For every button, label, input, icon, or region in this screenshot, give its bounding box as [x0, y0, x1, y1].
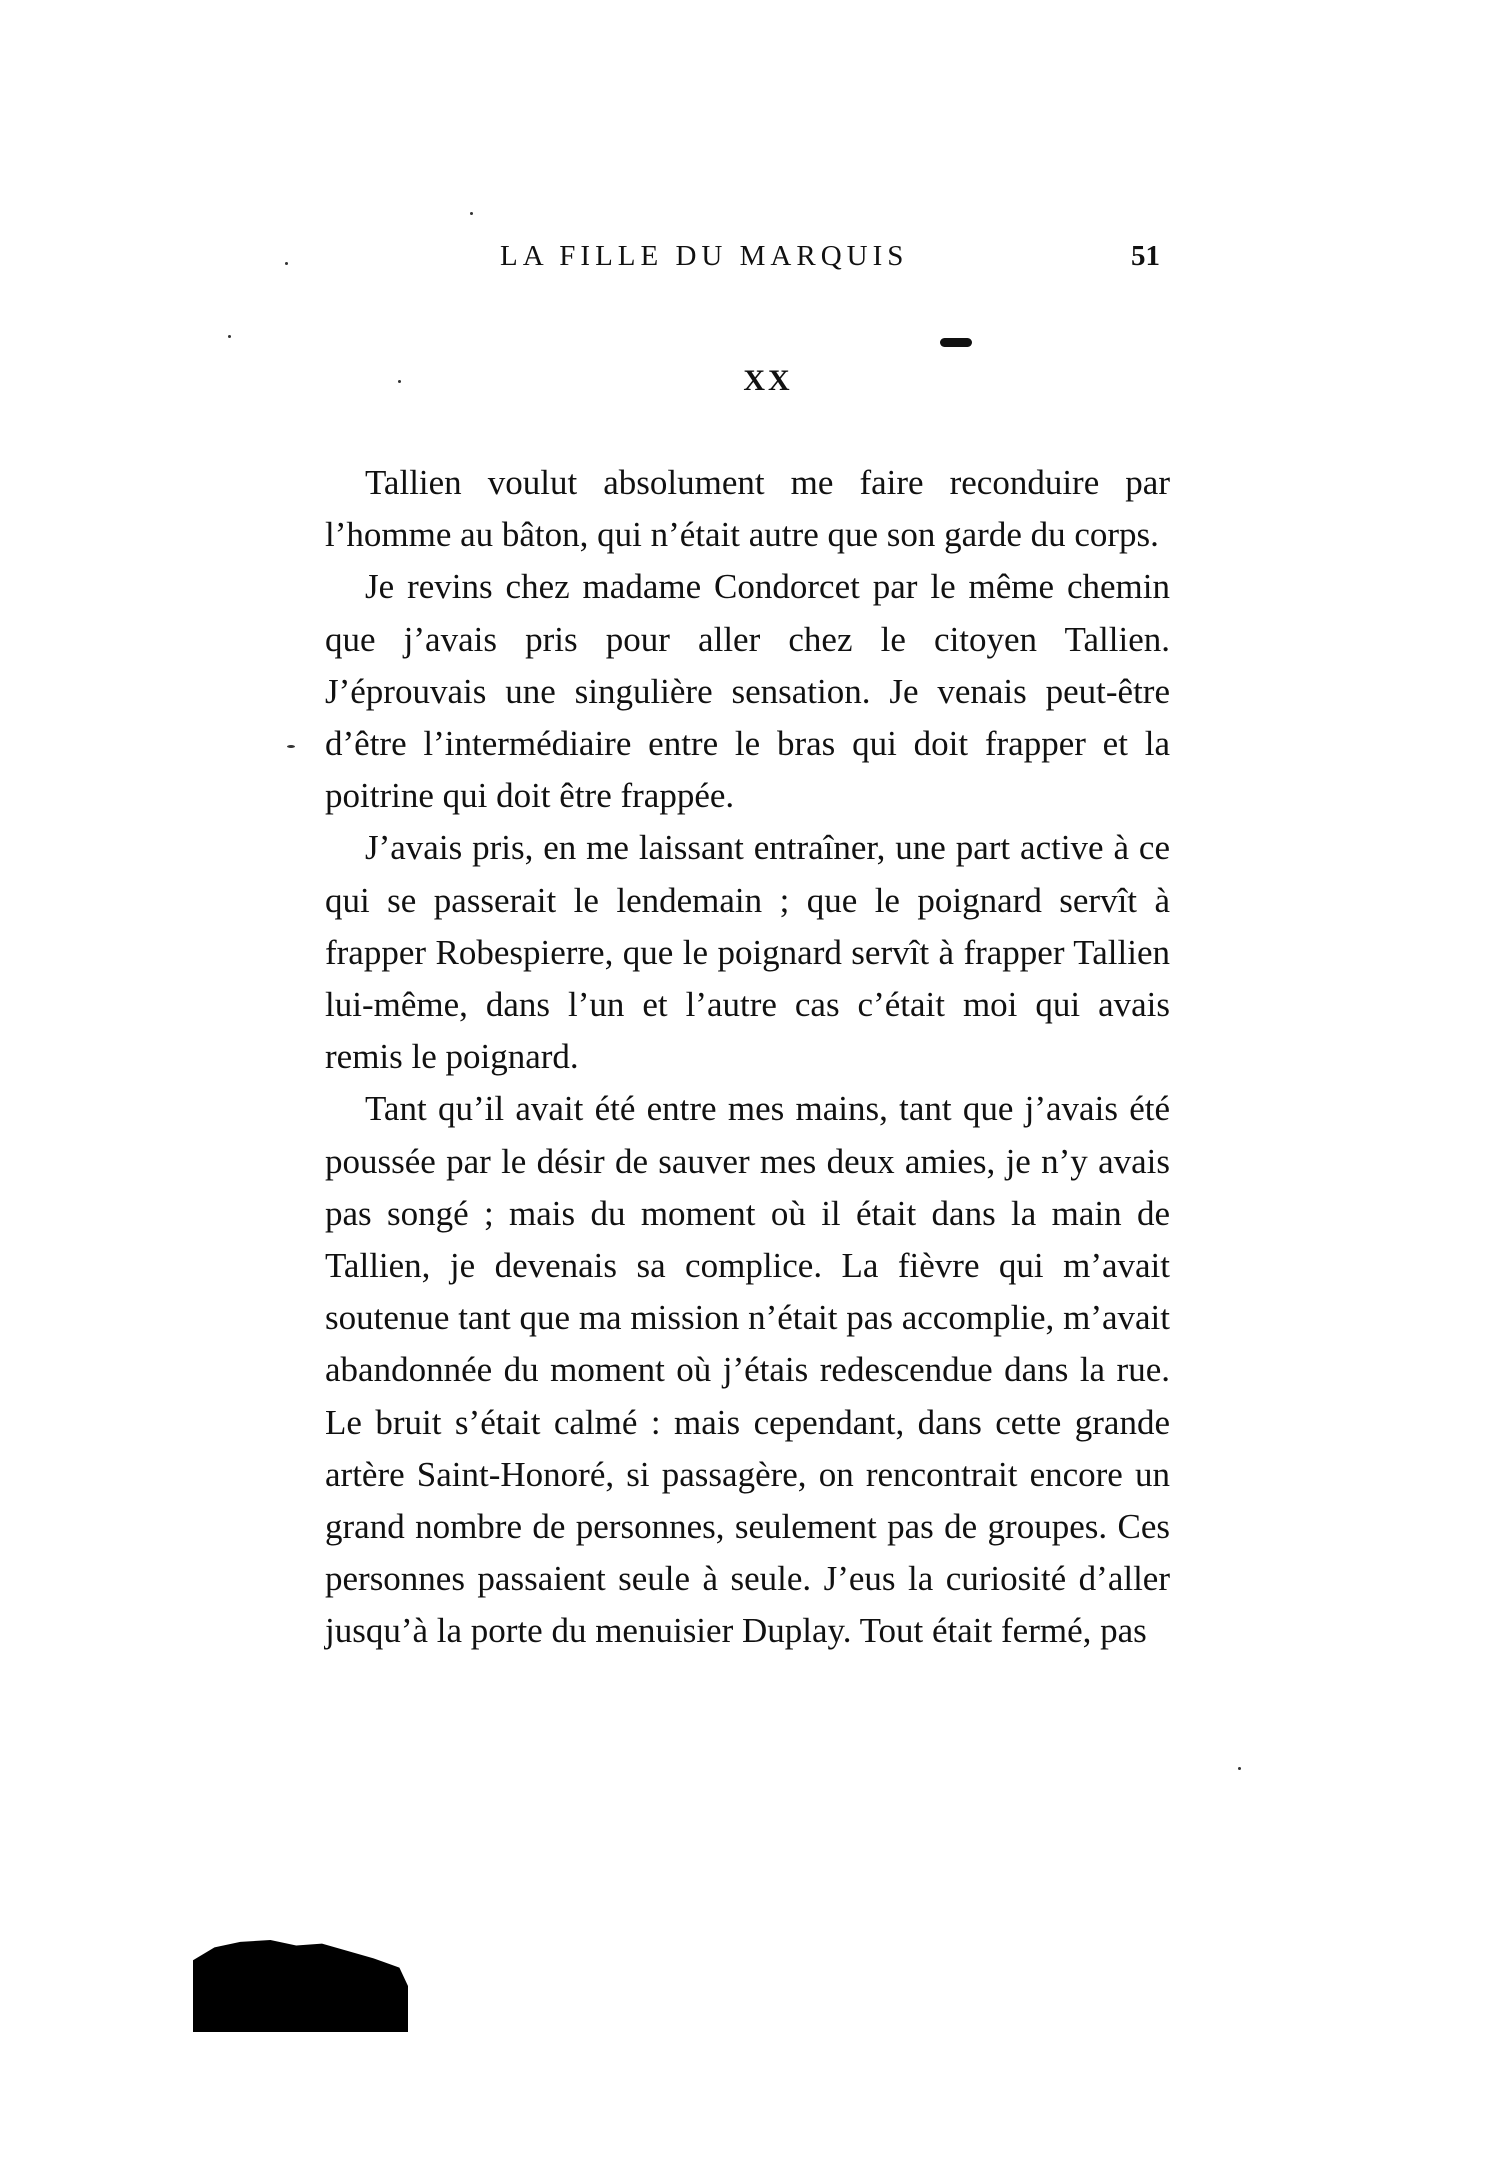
paragraph: Tallien voulut absolument me faire reconduire par l’homme au bâton, qui n’était autre que son garde du corps. — [325, 463, 1170, 555]
speck — [470, 212, 473, 215]
body-text — [325, 457, 1170, 1658]
chapter-number: XX — [743, 364, 793, 397]
page-number: 51 — [1131, 240, 1160, 272]
running-head — [500, 240, 1160, 280]
speck — [398, 380, 401, 383]
speck — [228, 335, 231, 338]
speck — [285, 262, 288, 265]
speck — [287, 745, 295, 748]
paragraph: J’avais pris, en me laissant entraîner, une part active à ce qui se passerait le lendemain ; que le poignard servît à frapper Robespierre, que le poignard servît à frapper Tallien lui-même, dans l’un et l’autre cas c’était moi qui avais remis le poignard. — [325, 828, 1170, 1077]
running-title: LA FILLE DU MARQUIS — [500, 240, 909, 272]
chapter-heading — [0, 364, 1500, 398]
ink-blot — [193, 1940, 408, 2032]
speck — [1238, 1767, 1241, 1770]
paragraph: Tant qu’il avait été entre mes mains, tant que j’avais été poussée par le désir de sauver mes deux amies, je n’y avais pas songé ; mais du moment où il était dans la main de Tallien, je devenais sa complice. La fièvre qui m’avait soutenue tant que ma mission n’était pas accomplie, m’avait abandonnée du moment où j’étais redescendue dans la rue. Le bruit s’était calmé : mais cependant, dans cette grande artère Saint-Honoré, si passagère, on rencontrait encore un grand nombre de personnes, seulement pas de groupes. Ces personnes passaient seule à seule. J’eus la curiosité d’aller jusqu’à la porte du menuisier Duplay. Tout était fermé, pas — [325, 1089, 1170, 1651]
paragraph: Je revins chez madame Condorcet par le même chemin que j’avais pris pour aller chez le citoyen Tallien. J’éprouvais une singulière sensation. Je venais peut-être d’être l’intermédiaire entre le bras qui doit frapper et la poitrine qui doit être frappée. — [325, 567, 1170, 816]
ink-dash-mark — [940, 338, 972, 347]
